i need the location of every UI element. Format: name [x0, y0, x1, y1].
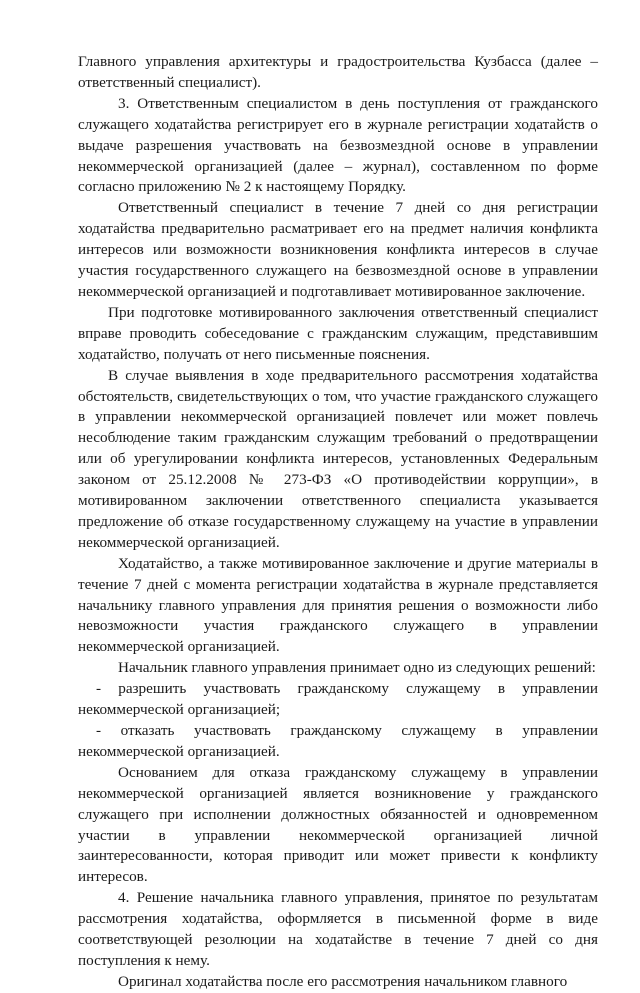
paragraph-10: Оригинал ходатайства после его рассмотрения начальником главного	[118, 972, 568, 990]
document-body	[78, 52, 598, 993]
paragraph-8: Основанием для отказа гражданскому служащему в управлении некоммерческой организацией является возникновение у гражданского служащего при исполнении должностных обязанностей и одновременном участии в управлении некоммерческой организацией личной заинтересованности, которая приводит или может привести к конфликту интересов.	[78, 763, 598, 886]
paragraph-9: 4. Решение начальника главного управления, принятое по результатам рассмотрения ходатайства, оформляется в письменной форме в виде соответствующей резолюции на ходатайстве в течение 7 дней со дня поступления к нему.	[78, 889, 598, 969]
paragraph-3: Ответственный специалист в течение 7 дней со дня регистрации ходатайства предварительно расматривает его на предмет наличия конфликта интересов или возможности возникновения конфликта интересов в случае участия государственного служащего на безвозмездной основе в управлении некоммерческой организацией и подготавливает мотивированное заключение.	[78, 199, 598, 300]
paragraph-7: Начальник главного управления принимает одно из следующих решений:	[118, 659, 596, 677]
list-item-refuse: - отказать участвовать гражданскому служащему в управлении некоммерческой организацией.	[78, 722, 598, 760]
paragraph-2: 3. Ответственным специалистом в день поступления от гражданского служащего ходатайства регистрирует его в журнале регистрации ходатайств о выдаче разрешения участвовать на безвозмездной основе в управлении некоммерческой организацией (далее – журнал), составленном по форме согласно приложению № 2 к настоящему Порядку.	[78, 94, 598, 196]
paragraph-1: Главного управления архитектуры и градостроительства Кузбасса (далее – ответственный специалист).	[78, 53, 598, 91]
paragraph-5: В случае выявления в ходе предварительного рассмотрения ходатайства обстоятельств, свидетельствующих о том, что участие гражданского служащего в управлении некоммерческой организацией повлечет или может повлечь несоблюдение таким гражданским служащим требований о предотвращении или об урегулировании конфликта интересов, установленных Федеральным законом от 25.12.2008 № 273-ФЗ «О противодействии коррупции», в мотивированном заключении ответственного специалиста указывается предложение об отказе государственному служащему на участие в управлении некоммерческой организацией.	[78, 366, 598, 551]
paragraph-4: При подготовке мотивированного заключения ответственный специалист вправе проводить собеседование с гражданским служащим, представившим ходатайство, получать от него письменные пояснения.	[78, 303, 598, 363]
list-item-allow: - разрешить участвовать гражданскому служащему в управлении некоммерческой организацией;	[78, 680, 598, 719]
paragraph-6: Ходатайство, а также мотивированное заключение и другие материалы в течение 7 дней с момента регистрации ходатайства в журнале представляется начальнику главного управления для принятия решения о возможности либо невозможности участия гражданского служащего в управлении некоммерческой организацией.	[78, 554, 598, 656]
